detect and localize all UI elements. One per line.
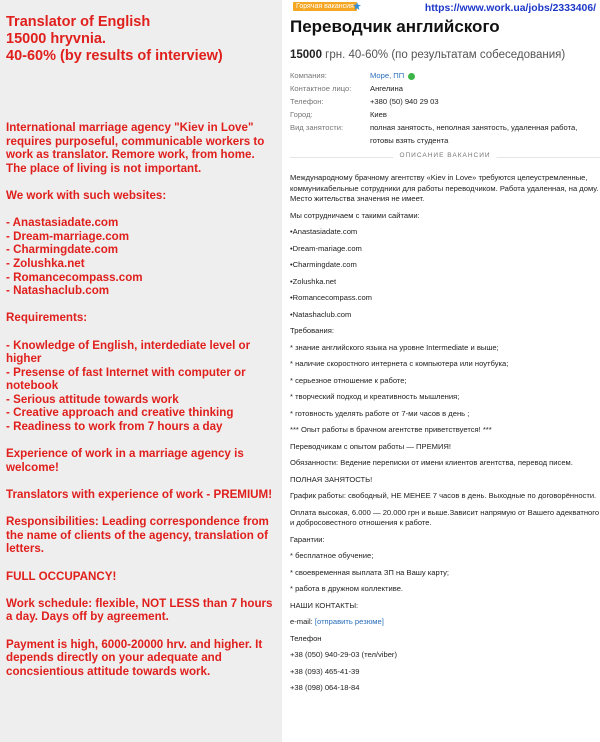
description-line bbox=[290, 683, 600, 694]
description-line bbox=[290, 211, 600, 222]
translation-paragraph: We work with such websites: bbox=[6, 188, 167, 202]
description-line bbox=[290, 310, 600, 321]
description-text: •Anastasiadate.com bbox=[290, 227, 358, 236]
translation-paragraph: - Anastasiadate.com - Dream-marriage.com - Charmingdate.com - Zolushka.net - Romancecompass.com - Natashaclub.com bbox=[6, 216, 143, 298]
description-line bbox=[290, 359, 600, 370]
translation-paragraph: Payment is high, 6000-20000 hrv. and higher. It depends directly on your adequate and concsientious attitude towards work. bbox=[6, 637, 263, 678]
salary-amount: 15000 bbox=[290, 49, 322, 61]
description-text: * своевременная выплата ЗП на Вашу карту; bbox=[290, 567, 450, 577]
description-text: * готовность уделять работе от 7-ми часов в день ; bbox=[290, 408, 470, 418]
description-text: * работа в дружном коллективе. bbox=[290, 584, 404, 593]
translation-paragraph: Translators with experience of work - PREMIUM! bbox=[6, 488, 273, 502]
translation-title-line: 15000 hryvnia. bbox=[6, 31, 106, 47]
description-line bbox=[290, 650, 600, 661]
info-label: Компания: bbox=[290, 71, 327, 80]
description-text: Обязанности: Ведение переписки от имени клиентов агентства, перевод писем. bbox=[290, 458, 573, 467]
translation-paragraph: Requirements: bbox=[6, 311, 88, 325]
translation-paragraph: - Knowledge of English, interdediate level or higher - Presense of fast Internet with computer or notebook - Serious attitude towards work - Creative approach and creative thinking - Readiness to work from 7 hours a day bbox=[6, 338, 251, 434]
translation-title-line: Translator of English bbox=[6, 14, 151, 30]
info-row bbox=[290, 121, 600, 147]
description-line bbox=[290, 343, 600, 354]
description-text: * бесплатное обучение; bbox=[290, 551, 374, 560]
description-line bbox=[290, 293, 600, 304]
info-row bbox=[290, 69, 600, 82]
description-line bbox=[290, 326, 600, 337]
description-line bbox=[290, 425, 600, 436]
description-text: НАШИ КОНТАКТЫ: bbox=[290, 600, 359, 610]
description-text: +38 (098) 064-18-84 bbox=[290, 683, 360, 692]
description-line bbox=[290, 601, 600, 612]
verified-icon bbox=[408, 73, 415, 80]
description-line bbox=[290, 277, 600, 288]
salary-details: грн. 40-60% (по результатам собеседования) bbox=[321, 49, 566, 61]
description-text: Требования: bbox=[290, 326, 334, 335]
description-line bbox=[290, 227, 600, 238]
description-line bbox=[290, 491, 600, 502]
description-line bbox=[290, 634, 600, 645]
info-row bbox=[290, 95, 600, 108]
description-text: •Natashaclub.com bbox=[290, 309, 352, 319]
info-label: Контактное лицо: bbox=[290, 84, 352, 93]
description-text: Международному брачному агентству «Kiev in Love» требуются целеустремленные, коммуникабельные сотрудники для работы переводчиком. Работа удаленная, на дому. Место жительства значения не имеет. bbox=[290, 173, 599, 203]
translation-paragraph: Responsibilities: Leading correspondence from the name of clients of the agency, translation of letters. bbox=[6, 515, 269, 556]
top-bar bbox=[290, 0, 600, 14]
description-text: +38 (093) 465-41-39 bbox=[290, 666, 360, 676]
translation-paragraph: International marriage agency "Kiev in Love" requires purposeful, communicable workers to work as translator. Remore work, from home. The place of living is not important. bbox=[6, 121, 265, 175]
line-gap bbox=[290, 694, 600, 700]
info-value: +380 (50) 940 29 03 bbox=[370, 97, 439, 106]
info-value: полная занятость, неполная занятость, удаленная работа, готовы взять студента bbox=[370, 123, 578, 145]
section-divider bbox=[290, 152, 600, 165]
info-label: Телефон: bbox=[290, 97, 324, 106]
description-line bbox=[290, 551, 600, 562]
description-text: +38 (050) 940-29-03 (тел/viber) bbox=[290, 650, 397, 659]
description-line bbox=[290, 535, 600, 546]
hot-vacancy-badge: Горячая вакансия bbox=[293, 2, 357, 11]
description-line bbox=[290, 260, 600, 271]
job-info-table bbox=[290, 69, 600, 147]
salary bbox=[290, 48, 600, 62]
translation-paragraph: Experience of work in a marriage agency is welcome! bbox=[6, 447, 244, 474]
description-line bbox=[290, 617, 600, 628]
description-text: •Charmingdate.com bbox=[290, 260, 357, 269]
english-translation-panel bbox=[0, 0, 282, 742]
translation-paragraph: FULL OCCUPANCY! bbox=[6, 569, 117, 583]
translation-paragraph: Work schedule: flexible, NOT LESS than 7 hours a day. Days off by agreement. bbox=[6, 596, 273, 624]
info-value: Киев bbox=[370, 110, 387, 119]
description-text: Оплата высокая, 6.000 — 20.000 грн и выше.Зависит напрямую от Вашего адекватного и добросовестного отношения к работе. bbox=[290, 507, 600, 527]
description-text: Мы сотрудничаем с такими сайтами: bbox=[290, 210, 420, 220]
description-text: •Zolushka.net bbox=[290, 276, 337, 286]
description-line bbox=[290, 508, 600, 529]
description-line bbox=[290, 458, 600, 469]
description-line bbox=[290, 376, 600, 387]
description-line bbox=[290, 667, 600, 678]
description-line bbox=[290, 442, 600, 453]
description-line bbox=[290, 392, 600, 403]
translation-title-line: 40-60% (by results of interview) bbox=[6, 48, 223, 64]
description-text: * наличие скоростного интернета с компьютера или ноутбука; bbox=[290, 359, 509, 368]
description-text: Гарантии: bbox=[290, 534, 325, 544]
description-text: •Romancecompass.com bbox=[290, 293, 372, 302]
info-label: Вид занятости: bbox=[290, 123, 344, 132]
description-text: График работы: свободный, НЕ МЕНЕЕ 7 часов в день. Выходные по договорённости. bbox=[290, 491, 597, 500]
description-text: Телефон bbox=[290, 633, 322, 643]
description-line bbox=[290, 568, 600, 579]
description-text: ПОЛНАЯ ЗАНЯТОСТЬ! bbox=[290, 474, 373, 484]
info-row bbox=[290, 82, 600, 95]
description-line bbox=[290, 475, 600, 486]
description-text: * серьезное отношение к работе; bbox=[290, 375, 407, 385]
description-text: Переводчикам с опытом работы — ПРЕМИЯ! bbox=[290, 441, 452, 451]
description-line bbox=[290, 244, 600, 255]
job-description bbox=[290, 173, 600, 700]
description-line bbox=[290, 409, 600, 420]
translation-body bbox=[6, 121, 276, 678]
section-title: ОПИСАНИЕ ВАКАНСИИ bbox=[393, 152, 496, 159]
company-link[interactable]: Море, ПП bbox=[370, 71, 405, 80]
job-page bbox=[282, 0, 600, 742]
description-text: * знание английского языка на уровне Intermediate и выше; bbox=[290, 342, 499, 352]
send-resume-link[interactable]: [отправить резюме] bbox=[314, 617, 384, 626]
description-text: *** Опыт работы в брачном агентстве приветствуется! *** bbox=[290, 425, 492, 434]
info-value: Ангелина bbox=[370, 84, 403, 93]
description-line bbox=[290, 173, 600, 205]
job-title: Переводчик английского bbox=[290, 17, 500, 36]
description-text: e-mail: bbox=[290, 617, 315, 626]
description-line bbox=[290, 584, 600, 595]
translation-title bbox=[6, 14, 276, 65]
description-text: •Dream-mariage.com bbox=[290, 243, 362, 253]
info-row bbox=[290, 108, 600, 121]
info-label: Город: bbox=[290, 110, 313, 119]
description-text: * творческий подход и креативность мышления; bbox=[290, 392, 460, 401]
source-url: https://www.work.ua/jobs/2333406/ bbox=[424, 3, 596, 14]
